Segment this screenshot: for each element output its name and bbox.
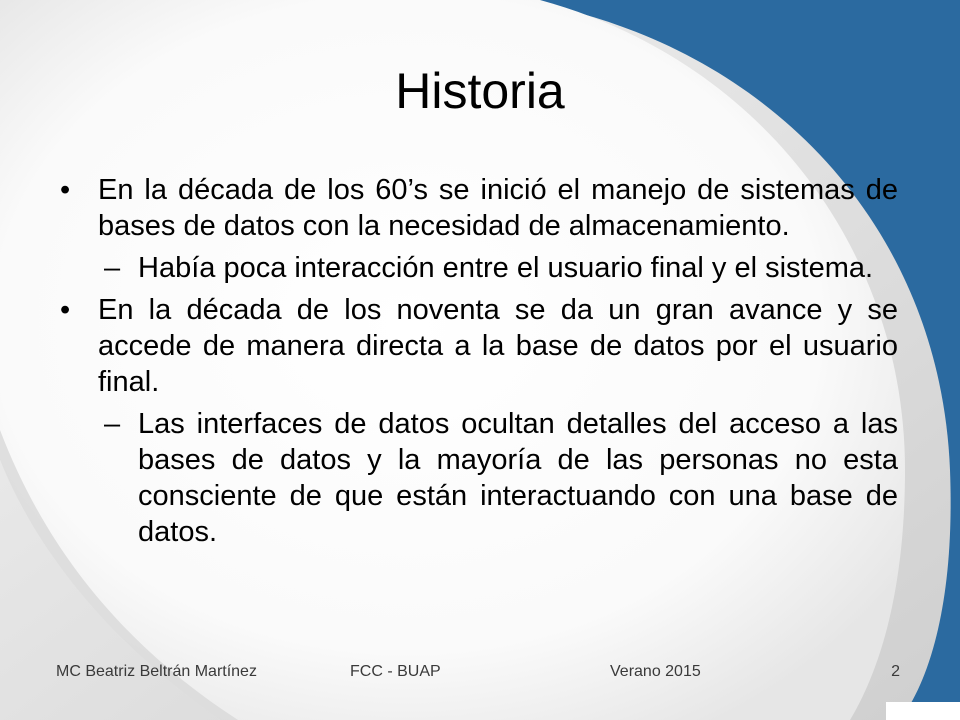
bullet-mark: • <box>60 174 71 206</box>
sub-bullet-item <box>60 406 898 550</box>
footer-author: MC Beatriz Beltrán Martínez <box>56 663 257 680</box>
bullet-text: En la década de los noventa se da un gran avance y se accede de manera directa a la base de datos por el usuario final. <box>98 294 898 398</box>
sub-bullet-text: Las interfaces de datos ocultan detalles del acceso a las bases de datos y la mayoría de las personas no esta consciente de que están interactuando con una base de datos. <box>138 408 898 548</box>
footer-term: Verano 2015 <box>610 663 701 680</box>
bullet-item <box>60 292 898 400</box>
corner-box <box>886 702 960 720</box>
sub-bullet-mark: – <box>104 408 121 440</box>
slide-title: Historia <box>395 63 565 119</box>
bullet-text: En la década de los 60’s se inició el manejo de sistemas de bases de datos con la necesidad de almacenamiento. <box>98 174 898 242</box>
slide-body <box>60 172 898 556</box>
footer-institution: FCC - BUAP <box>350 663 441 680</box>
bullet-item <box>60 172 898 244</box>
sub-bullet-text: Había poca interacción entre el usuario final y el sistema. <box>138 252 874 284</box>
sub-bullet-item <box>60 250 898 286</box>
page-number: 2 <box>891 663 900 680</box>
sub-bullet-mark: – <box>104 252 121 284</box>
bullet-mark: • <box>60 294 71 326</box>
